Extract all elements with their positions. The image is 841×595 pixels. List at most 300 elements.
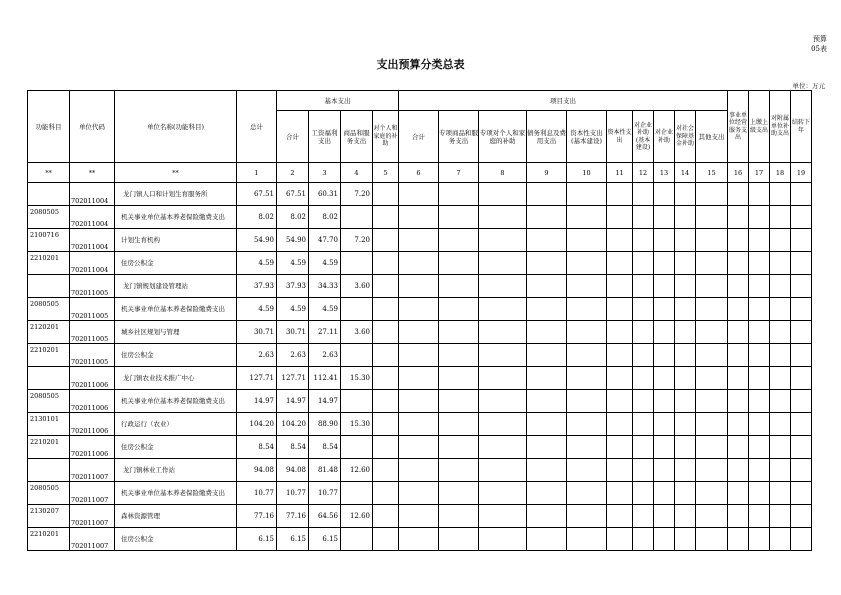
basic-total-cell: 30.71 bbox=[277, 321, 309, 344]
basic-total-cell: 4.59 bbox=[277, 252, 309, 275]
table-row bbox=[28, 206, 812, 229]
header-upper: 上缴上级支出 bbox=[749, 91, 770, 163]
empty-cell bbox=[696, 321, 728, 344]
empty-cell bbox=[791, 528, 812, 551]
empty-cell bbox=[675, 275, 696, 298]
empty-cell bbox=[728, 505, 749, 528]
empty-cell bbox=[654, 459, 675, 482]
empty-cell bbox=[479, 528, 527, 551]
total-cell: 127.71 bbox=[237, 367, 277, 390]
wages-cell: 64.56 bbox=[309, 505, 341, 528]
page-title: 支出预算分类总表 bbox=[376, 58, 465, 71]
empty-cell bbox=[749, 528, 770, 551]
wages-cell: 8.02 bbox=[309, 206, 341, 229]
header-capital-basic: 资本性支出(基本建设) bbox=[567, 111, 607, 163]
header-enterprise: 对企业补助 bbox=[654, 111, 675, 163]
empty-cell bbox=[791, 275, 812, 298]
empty-cell bbox=[567, 321, 607, 344]
empty-cell bbox=[607, 482, 633, 505]
goods-cell bbox=[341, 298, 373, 321]
empty-cell bbox=[696, 298, 728, 321]
unit-name-cell: 机关事业单位基本养老保险缴费支出 bbox=[115, 206, 237, 229]
empty-cell bbox=[770, 390, 791, 413]
unit-code-cell: 702011007 bbox=[70, 528, 115, 551]
empty-cell bbox=[373, 367, 399, 390]
table-row bbox=[28, 344, 812, 367]
index-cell: 19 bbox=[791, 163, 812, 183]
unit-name-cell: 龙门镇规划建设管理站 bbox=[115, 275, 237, 298]
empty-cell bbox=[527, 436, 567, 459]
empty-cell bbox=[439, 229, 479, 252]
empty-cell bbox=[770, 252, 791, 275]
empty-cell bbox=[373, 436, 399, 459]
empty-cell bbox=[654, 413, 675, 436]
table-row bbox=[28, 298, 812, 321]
index-cell: 8 bbox=[479, 163, 527, 183]
empty-cell bbox=[791, 390, 812, 413]
empty-cell bbox=[728, 459, 749, 482]
basic-total-cell: 104.20 bbox=[277, 413, 309, 436]
empty-cell bbox=[654, 505, 675, 528]
wages-cell: 34.33 bbox=[309, 275, 341, 298]
func-code-cell: 2080505 bbox=[28, 206, 70, 229]
basic-total-cell: 54.90 bbox=[277, 229, 309, 252]
empty-cell bbox=[770, 367, 791, 390]
header-proj-personal: 专项对个人和家庭的补助 bbox=[479, 111, 527, 163]
goods-cell bbox=[341, 206, 373, 229]
index-row bbox=[28, 163, 812, 183]
empty-cell bbox=[654, 321, 675, 344]
table-row bbox=[28, 229, 812, 252]
empty-cell bbox=[399, 206, 439, 229]
empty-cell bbox=[728, 298, 749, 321]
empty-cell bbox=[439, 390, 479, 413]
unit-name-cell: 计划生育机构 bbox=[115, 229, 237, 252]
func-code-cell bbox=[28, 459, 70, 482]
goods-cell: 3.60 bbox=[341, 321, 373, 344]
total-cell: 8.54 bbox=[237, 436, 277, 459]
table-row bbox=[28, 505, 812, 528]
empty-cell bbox=[527, 183, 567, 206]
empty-cell bbox=[439, 344, 479, 367]
empty-cell bbox=[749, 252, 770, 275]
empty-cell bbox=[654, 252, 675, 275]
empty-cell bbox=[633, 321, 654, 344]
total-cell: 94.08 bbox=[237, 459, 277, 482]
index-cell: 10 bbox=[567, 163, 607, 183]
goods-cell bbox=[341, 252, 373, 275]
empty-cell bbox=[675, 298, 696, 321]
empty-cell bbox=[633, 459, 654, 482]
empty-cell bbox=[607, 206, 633, 229]
header-project-group: 项目支出 bbox=[399, 91, 728, 111]
empty-cell bbox=[373, 252, 399, 275]
index-cell: 6 bbox=[399, 163, 439, 183]
empty-cell bbox=[479, 436, 527, 459]
unit-code-cell: 702011005 bbox=[70, 321, 115, 344]
empty-cell bbox=[728, 344, 749, 367]
empty-cell bbox=[607, 275, 633, 298]
empty-cell bbox=[527, 390, 567, 413]
empty-cell bbox=[728, 482, 749, 505]
wages-cell: 47.70 bbox=[309, 229, 341, 252]
empty-cell bbox=[728, 367, 749, 390]
index-cell: 13 bbox=[654, 163, 675, 183]
empty-cell bbox=[527, 367, 567, 390]
unit-code-cell: 702011007 bbox=[70, 482, 115, 505]
empty-cell bbox=[567, 482, 607, 505]
empty-cell bbox=[696, 413, 728, 436]
empty-cell bbox=[373, 459, 399, 482]
func-code-cell: 2080505 bbox=[28, 298, 70, 321]
form-code bbox=[811, 34, 827, 54]
index-cell: 12 bbox=[633, 163, 654, 183]
empty-cell bbox=[607, 528, 633, 551]
empty-cell bbox=[791, 505, 812, 528]
empty-cell bbox=[373, 413, 399, 436]
empty-cell bbox=[399, 528, 439, 551]
empty-cell bbox=[770, 482, 791, 505]
unit-name-cell: 龙门镇林业工作站 bbox=[115, 459, 237, 482]
empty-cell bbox=[770, 436, 791, 459]
index-cell: 7 bbox=[439, 163, 479, 183]
empty-cell bbox=[749, 321, 770, 344]
total-cell: 4.59 bbox=[237, 252, 277, 275]
header-basic-group: 基本支出 bbox=[277, 91, 399, 111]
basic-total-cell: 8.02 bbox=[277, 206, 309, 229]
empty-cell bbox=[373, 229, 399, 252]
basic-total-cell: 10.77 bbox=[277, 482, 309, 505]
total-cell: 67.51 bbox=[237, 183, 277, 206]
empty-cell bbox=[675, 367, 696, 390]
goods-cell bbox=[341, 482, 373, 505]
empty-cell bbox=[770, 229, 791, 252]
empty-cell bbox=[728, 436, 749, 459]
table-row bbox=[28, 390, 812, 413]
unit-name-cell: 机关事业单位基本养老保险缴费支出 bbox=[115, 482, 237, 505]
empty-cell bbox=[791, 367, 812, 390]
unit-code-cell: 702011004 bbox=[70, 229, 115, 252]
header-capital: 资本性支出 bbox=[607, 111, 633, 163]
empty-cell bbox=[675, 206, 696, 229]
empty-cell bbox=[607, 183, 633, 206]
empty-cell bbox=[607, 367, 633, 390]
empty-cell bbox=[527, 298, 567, 321]
goods-cell: 3.60 bbox=[341, 275, 373, 298]
empty-cell bbox=[479, 229, 527, 252]
index-cell: 17 bbox=[749, 163, 770, 183]
empty-cell bbox=[770, 459, 791, 482]
header-other: 其他支出 bbox=[696, 111, 728, 163]
table-row bbox=[28, 482, 812, 505]
table-row bbox=[28, 252, 812, 275]
empty-cell bbox=[567, 505, 607, 528]
unit-code-cell: 702011005 bbox=[70, 298, 115, 321]
empty-cell bbox=[479, 206, 527, 229]
empty-cell bbox=[567, 229, 607, 252]
unit-name-cell: 机关事业单位基本养老保险缴费支出 bbox=[115, 298, 237, 321]
index-cell: 18 bbox=[770, 163, 791, 183]
header-proj-goods: 专项商品和服务支出 bbox=[439, 111, 479, 163]
unit-code-cell: 702011007 bbox=[70, 505, 115, 528]
empty-cell bbox=[373, 275, 399, 298]
unit-code-cell: 702011005 bbox=[70, 344, 115, 367]
empty-cell bbox=[770, 183, 791, 206]
empty-cell bbox=[696, 459, 728, 482]
empty-cell bbox=[633, 390, 654, 413]
wages-cell: 8.54 bbox=[309, 436, 341, 459]
empty-cell bbox=[607, 344, 633, 367]
empty-cell bbox=[373, 390, 399, 413]
header-total: 总计 bbox=[237, 91, 277, 163]
empty-cell bbox=[607, 413, 633, 436]
wages-cell: 2.63 bbox=[309, 344, 341, 367]
empty-cell bbox=[399, 298, 439, 321]
empty-cell bbox=[791, 321, 812, 344]
header-subsidy: 对附属单位补助支出 bbox=[770, 91, 791, 163]
empty-cell bbox=[770, 528, 791, 551]
empty-cell bbox=[607, 321, 633, 344]
empty-cell bbox=[633, 252, 654, 275]
empty-cell bbox=[749, 206, 770, 229]
table-row bbox=[28, 436, 812, 459]
empty-cell bbox=[567, 436, 607, 459]
func-code-cell bbox=[28, 275, 70, 298]
index-cell: 4 bbox=[341, 163, 373, 183]
empty-cell bbox=[749, 459, 770, 482]
empty-cell bbox=[654, 367, 675, 390]
empty-cell bbox=[479, 367, 527, 390]
index-cell: ** bbox=[28, 163, 70, 183]
empty-cell bbox=[633, 413, 654, 436]
empty-cell bbox=[728, 229, 749, 252]
empty-cell bbox=[791, 298, 812, 321]
func-code-cell: 2210201 bbox=[28, 528, 70, 551]
empty-cell bbox=[675, 321, 696, 344]
form-code-line2: 05表 bbox=[811, 45, 827, 53]
empty-cell bbox=[770, 344, 791, 367]
empty-cell bbox=[567, 183, 607, 206]
empty-cell bbox=[399, 505, 439, 528]
wages-cell: 60.31 bbox=[309, 183, 341, 206]
empty-cell bbox=[749, 390, 770, 413]
budget-table bbox=[27, 90, 812, 551]
empty-cell bbox=[399, 390, 439, 413]
wages-cell: 4.59 bbox=[309, 298, 341, 321]
goods-cell bbox=[341, 528, 373, 551]
empty-cell bbox=[791, 436, 812, 459]
func-code-cell bbox=[28, 183, 70, 206]
index-cell: 9 bbox=[527, 163, 567, 183]
empty-cell bbox=[791, 413, 812, 436]
empty-cell bbox=[749, 482, 770, 505]
goods-cell: 12.60 bbox=[341, 459, 373, 482]
empty-cell bbox=[399, 344, 439, 367]
empty-cell bbox=[770, 413, 791, 436]
empty-cell bbox=[633, 275, 654, 298]
empty-cell bbox=[633, 344, 654, 367]
total-cell: 2.63 bbox=[237, 344, 277, 367]
header-social: 对社会保障基金补助 bbox=[675, 111, 696, 163]
empty-cell bbox=[696, 528, 728, 551]
empty-cell bbox=[607, 436, 633, 459]
empty-cell bbox=[696, 275, 728, 298]
empty-cell bbox=[439, 528, 479, 551]
empty-cell bbox=[399, 229, 439, 252]
empty-cell bbox=[399, 436, 439, 459]
empty-cell bbox=[373, 505, 399, 528]
wages-cell: 14.97 bbox=[309, 390, 341, 413]
empty-cell bbox=[696, 505, 728, 528]
empty-cell bbox=[567, 206, 607, 229]
table-row bbox=[28, 321, 812, 344]
empty-cell bbox=[696, 344, 728, 367]
empty-cell bbox=[633, 206, 654, 229]
basic-total-cell: 8.54 bbox=[277, 436, 309, 459]
header-basic-total: 合计 bbox=[277, 111, 309, 163]
empty-cell bbox=[567, 252, 607, 275]
func-code-cell: 2080505 bbox=[28, 482, 70, 505]
goods-cell bbox=[341, 390, 373, 413]
func-code-cell: 2210201 bbox=[28, 252, 70, 275]
header-personal: 对个人和家庭的补助 bbox=[373, 111, 399, 163]
empty-cell bbox=[373, 206, 399, 229]
empty-cell bbox=[749, 229, 770, 252]
empty-cell bbox=[749, 275, 770, 298]
empty-cell bbox=[749, 413, 770, 436]
basic-total-cell: 94.08 bbox=[277, 459, 309, 482]
func-code-cell: 2210201 bbox=[28, 344, 70, 367]
empty-cell bbox=[567, 275, 607, 298]
empty-cell bbox=[373, 298, 399, 321]
total-cell: 37.93 bbox=[237, 275, 277, 298]
wages-cell: 112.41 bbox=[309, 367, 341, 390]
table-row bbox=[28, 275, 812, 298]
basic-total-cell: 77.16 bbox=[277, 505, 309, 528]
basic-total-cell: 2.63 bbox=[277, 344, 309, 367]
empty-cell bbox=[654, 183, 675, 206]
empty-cell bbox=[439, 252, 479, 275]
wages-cell: 81.48 bbox=[309, 459, 341, 482]
empty-cell bbox=[696, 252, 728, 275]
header-unit-name: 单位名称(功能科目) bbox=[115, 91, 237, 163]
empty-cell bbox=[399, 275, 439, 298]
empty-cell bbox=[654, 528, 675, 551]
unit-name-cell: 龙门镇人口和计划生育服务所 bbox=[115, 183, 237, 206]
func-code-cell: 2210201 bbox=[28, 436, 70, 459]
goods-cell: 15.30 bbox=[341, 367, 373, 390]
empty-cell bbox=[696, 183, 728, 206]
unit-code-cell: 702011006 bbox=[70, 367, 115, 390]
empty-cell bbox=[373, 183, 399, 206]
goods-cell bbox=[341, 436, 373, 459]
empty-cell bbox=[728, 252, 749, 275]
index-cell: 3 bbox=[309, 163, 341, 183]
empty-cell bbox=[633, 505, 654, 528]
empty-cell bbox=[567, 413, 607, 436]
empty-cell bbox=[749, 367, 770, 390]
empty-cell bbox=[567, 390, 607, 413]
empty-cell bbox=[654, 436, 675, 459]
empty-cell bbox=[479, 413, 527, 436]
empty-cell bbox=[749, 505, 770, 528]
index-cell: 2 bbox=[277, 163, 309, 183]
basic-total-cell: 14.97 bbox=[277, 390, 309, 413]
unit-name-cell: 住房公积金 bbox=[115, 528, 237, 551]
header-service: 事业单位经营服务支出 bbox=[728, 91, 749, 163]
total-cell: 54.90 bbox=[237, 229, 277, 252]
basic-total-cell: 127.71 bbox=[277, 367, 309, 390]
unit-name-cell: 住房公积金 bbox=[115, 436, 237, 459]
wages-cell: 10.77 bbox=[309, 482, 341, 505]
table-row bbox=[28, 528, 812, 551]
empty-cell bbox=[607, 252, 633, 275]
empty-cell bbox=[607, 229, 633, 252]
empty-cell bbox=[791, 252, 812, 275]
empty-cell bbox=[439, 275, 479, 298]
empty-cell bbox=[527, 459, 567, 482]
empty-cell bbox=[607, 390, 633, 413]
goods-cell: 12.60 bbox=[341, 505, 373, 528]
empty-cell bbox=[439, 367, 479, 390]
empty-cell bbox=[439, 436, 479, 459]
empty-cell bbox=[373, 482, 399, 505]
empty-cell bbox=[607, 505, 633, 528]
unit-name-cell: 龙门镇农业技术推广中心 bbox=[115, 367, 237, 390]
empty-cell bbox=[675, 505, 696, 528]
header-proj-total: 合计 bbox=[399, 111, 439, 163]
empty-cell bbox=[633, 436, 654, 459]
empty-cell bbox=[399, 183, 439, 206]
total-cell: 10.77 bbox=[237, 482, 277, 505]
empty-cell bbox=[479, 298, 527, 321]
total-cell: 14.97 bbox=[237, 390, 277, 413]
unit-name-cell: 城乡社区规划与管理 bbox=[115, 321, 237, 344]
empty-cell bbox=[567, 459, 607, 482]
empty-cell bbox=[633, 183, 654, 206]
empty-cell bbox=[791, 229, 812, 252]
total-cell: 8.02 bbox=[237, 206, 277, 229]
empty-cell bbox=[633, 528, 654, 551]
empty-cell bbox=[373, 321, 399, 344]
empty-cell bbox=[770, 275, 791, 298]
empty-cell bbox=[567, 528, 607, 551]
empty-cell bbox=[399, 413, 439, 436]
empty-cell bbox=[373, 528, 399, 551]
goods-cell: 7.20 bbox=[341, 183, 373, 206]
empty-cell bbox=[479, 344, 527, 367]
empty-cell bbox=[654, 482, 675, 505]
unit-name-cell: 机关事业单位基本养老保险缴费支出 bbox=[115, 390, 237, 413]
empty-cell bbox=[399, 321, 439, 344]
empty-cell bbox=[479, 482, 527, 505]
unit-name-cell: 行政运行（农业） bbox=[115, 413, 237, 436]
unit-name-cell: 住房公积金 bbox=[115, 344, 237, 367]
empty-cell bbox=[675, 390, 696, 413]
empty-cell bbox=[439, 183, 479, 206]
empty-cell bbox=[675, 252, 696, 275]
empty-cell bbox=[479, 275, 527, 298]
empty-cell bbox=[633, 298, 654, 321]
func-code-cell bbox=[28, 367, 70, 390]
empty-cell bbox=[675, 482, 696, 505]
wages-cell: 27.11 bbox=[309, 321, 341, 344]
empty-cell bbox=[728, 528, 749, 551]
empty-cell bbox=[567, 367, 607, 390]
empty-cell bbox=[749, 183, 770, 206]
empty-cell bbox=[675, 459, 696, 482]
empty-cell bbox=[770, 321, 791, 344]
